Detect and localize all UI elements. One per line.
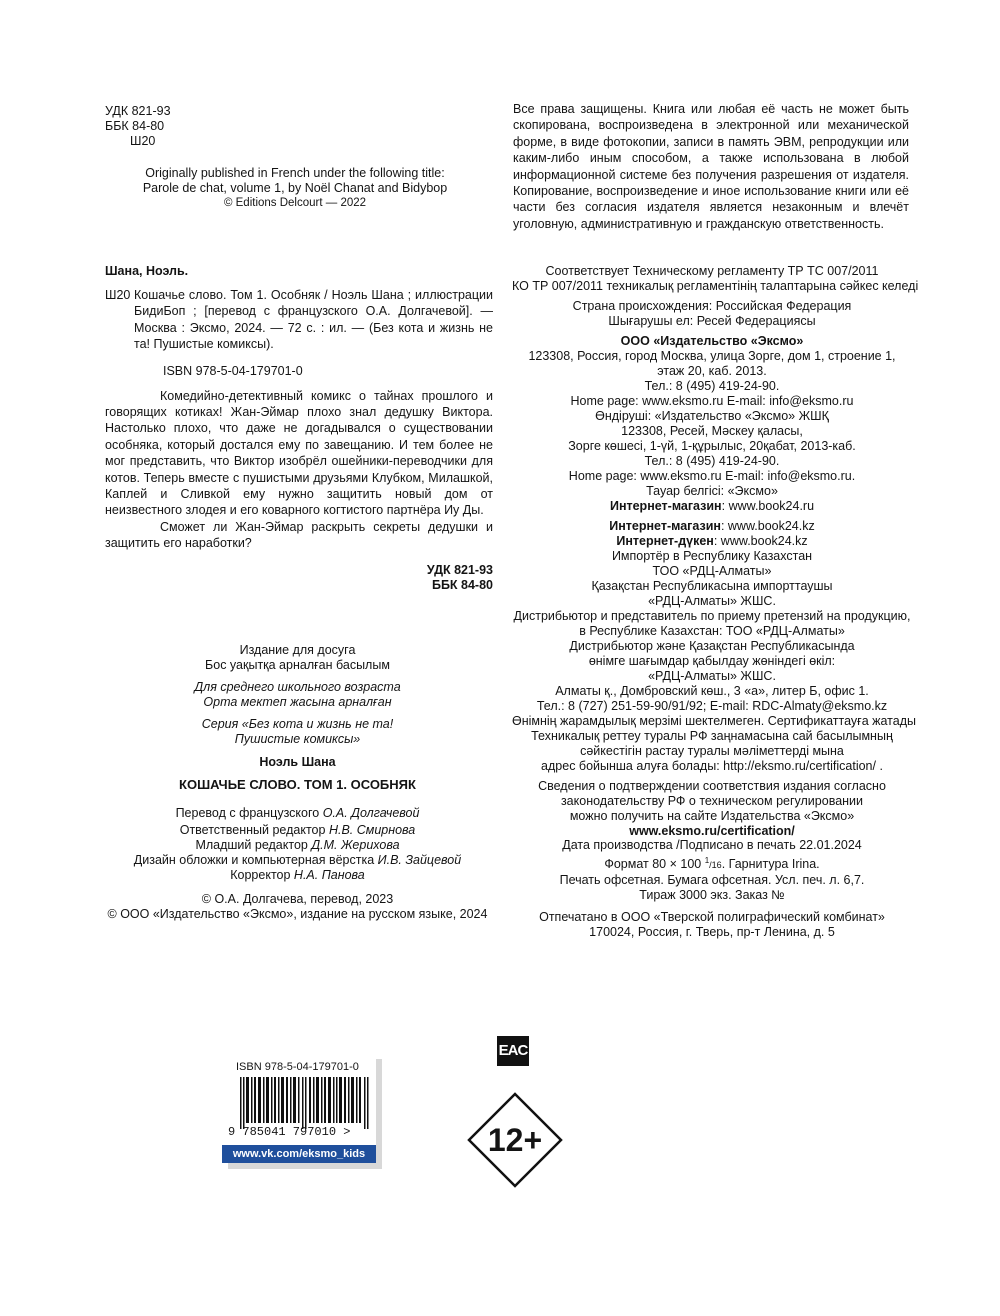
- production-run: Тираж 3000 экз. Заказ №: [639, 888, 785, 903]
- distributor-kz-2: өнімге шағымдар қабылдау жөніндегі өкіл:: [588, 654, 836, 668]
- book-title: КОШАЧЬЕ СЛОВО. ТОМ 1. ОСОБНЯК: [179, 777, 416, 792]
- leisure-ru: Издание для досуга: [239, 643, 356, 657]
- editor-credit: Ответственный редактор Н.В. Смирнова: [179, 823, 416, 837]
- distributor-ru-2: в Республике Казахстан: ТОО «РДЦ-Алматы»: [579, 624, 845, 638]
- cert-kz-2: сәйкестігін растау туралы мәліметтерді мына: [580, 744, 844, 758]
- cert-url: www.eksmo.ru/certification/: [629, 824, 795, 838]
- shop-kz-2: Интернет-дүкен: www.book24.kz: [616, 534, 808, 548]
- maker-kz-address-2: Зорге көшесі, 1-үй, 1-құрылыс, 20қабат, 2013-каб.: [568, 439, 856, 453]
- barcode-block: [222, 1053, 376, 1163]
- age-ru: Для среднего школьного возраста: [194, 680, 401, 694]
- importer-ru-name: ТОО «РДЦ-Алматы»: [652, 564, 772, 578]
- publisher-address-2: этаж 20, каб. 2013.: [657, 364, 767, 378]
- distributor-kz-3: «РДЦ-Алматы» ЖШС.: [648, 669, 776, 683]
- publisher-block: [512, 264, 919, 839]
- age-rating-label: 12+: [487, 1122, 543, 1158]
- cert-kz-1: Техникалық реттеу туралы РФ заңнамасына сай басылымның: [531, 729, 893, 743]
- maker-kz-address-1: 123308, Ресей, Мәскеу қаласы,: [621, 424, 803, 438]
- printer-address: 170024, Россия, г. Тверь, пр-т Ленина, д. 5: [589, 925, 835, 940]
- maker-kz-web: Home page: www.eksmo.ru E-mail: info@eksmo.ru.: [568, 469, 856, 483]
- importer-ru: Импортёр в Республику Казахстан: [611, 549, 813, 563]
- publisher-web: Home page: www.eksmo.ru E-mail: info@eksmo.ru: [570, 394, 854, 408]
- eac-mark-icon: EAC: [497, 1036, 529, 1066]
- proofreader-credit: Корректор Н.А. Панова: [230, 868, 365, 882]
- production-format: Формат 80 × 100 $^1$/16. Гарнитура Irina.: [604, 856, 820, 872]
- shop-kz: Интернет-магазин: www.book24.kz: [609, 519, 815, 533]
- trademark: Тауар белгісі: «Эксмо»: [646, 484, 778, 498]
- junior-editor-credit: Младший редактор Д.М. Жерихова: [195, 838, 400, 852]
- biblio-bbk: ББК 84-80: [431, 577, 493, 592]
- cert-ru-1: Сведения о подтверждении соответствия издания согласно: [538, 779, 886, 793]
- barcode-isbn: ISBN 978-5-04-179701-0: [236, 1061, 359, 1073]
- printer-name: Отпечатано в ООО «Тверской полиграфический комбинат»: [539, 910, 885, 925]
- original-publication: [100, 166, 490, 211]
- almaty-phone: Тел.: 8 (727) 251-59-90/91/92; E-mail: RDC-Almaty@eksmo.kz: [536, 699, 888, 713]
- age-rating-icon: [467, 1092, 563, 1188]
- copyright-publisher: © ООО «Издательство «Эксмо», издание на русском языке, 2024: [107, 907, 488, 921]
- tr-kz: КО ТР 007/2011 техникалық регламентінің талаптарына сәйкес келеді: [512, 279, 919, 293]
- origin-kz: Шығарушы ел: Ресей Федерациясы: [608, 314, 816, 328]
- importer-kz-name: «РДЦ-Алматы» ЖШС.: [648, 594, 776, 608]
- shop-ru: Интернет-магазин: www.book24.ru: [609, 499, 815, 513]
- cert-kz-3: адрес бойынша алуға болады: http://eksmo.ru/certification/ .: [541, 759, 883, 773]
- author-sign: Ш20: [130, 134, 156, 148]
- production-date: Дата производства /Подписано в печать 22.01.2024: [562, 838, 862, 852]
- validity-note: Өнімнің жарамдылық мерзімі шектелмеген. Сертификаттауға жатады: [512, 714, 916, 728]
- series-line-2: Пушистые комиксы»: [234, 732, 361, 746]
- catalog-codes: [105, 104, 171, 149]
- biblio-description: Кошачье слово. Том 1. Особняк / Ноэль Шана ; иллюстрации БидиБоп ; [перевод с французского О.А. Долгачевой]. — Москва : Эксмо, 2024. — 72 с. : ил. — (Без кота и жизнь не та! Пушистые комиксы).: [134, 288, 493, 352]
- age-kz: Орта мектеп жасына арналған: [203, 695, 392, 709]
- credits-block: [100, 643, 495, 922]
- biblio-isbn: ISBN 978-5-04-179701-0: [163, 363, 303, 378]
- importer-kz: Қазақстан Республикасына импорттаушы: [591, 579, 833, 593]
- cert-ru-2: законодательству РФ о техническом регулировании: [560, 794, 864, 808]
- original-line-2: Parole de chat, volume 1, by Noël Chanat and Bidybop: [142, 181, 448, 195]
- biblio-author: Шана, Ноэль.: [105, 264, 189, 278]
- design-credit: Дизайн обложки и компьютерная вёрстка И.В. Зайцевой: [133, 853, 462, 867]
- barcode-digits: 9 785041 797010 >: [228, 1125, 351, 1139]
- distributor-kz-1: Дистрибьютор және Қазақстан Республикасында: [569, 639, 855, 653]
- almaty-address: Алматы қ., Домбровский көш., 3 «а», литер Б, офис 1.: [555, 684, 869, 698]
- annotation-paragraph-1: Комедийно-детективный комикс о тайнах прошлого и говорящих котиках! Жан-Эймар плохо знал дедушку Виктора. Настолько плохо, что даже не догадывался о существовании особняка, который достался ему по завещанию. И тем более не мог представить, что Виктор изобрёл ошейники-переводчики для котов. Теперь вместе с пушистыми друзьями Клубком, Милашкой, Каплей и Сливкой ему нужно защитить новый дом от неизвестного злодея и его коварного когтистого партнёра Иу Ды.: [105, 388, 493, 518]
- copyright-translation: © О.А. Долгачева, перевод, 2023: [201, 892, 394, 906]
- cert-ru-3: можно получить на сайте Издательства «Эксмо»: [569, 809, 855, 823]
- bbk-code: ББК 84-80: [105, 119, 165, 133]
- annotation-paragraph-2: Сможет ли Жан-Эймар раскрыть секреты дедушки и защитить его наработки?: [105, 519, 493, 551]
- original-line-1: Originally published in French under the following title:: [145, 166, 445, 180]
- vk-link[interactable]: www.vk.com/eksmo_kids: [222, 1145, 376, 1163]
- production-print: Печать офсетная. Бумага офсетная. Усл. печ. л. 6,7.: [559, 873, 865, 888]
- production-info: [512, 838, 912, 940]
- origin-ru: Страна происхождения: Российская Федерация: [572, 299, 852, 313]
- maker-kz: Өндіруші: «Издательство «Эксмо» ЖШҚ: [595, 409, 829, 423]
- leisure-kz: Бос уақытқа арналған басылым: [205, 658, 390, 672]
- tr-ru: Соответствует Техническому регламенту ТР ТС 007/2011: [545, 264, 879, 278]
- publisher-name: ООО «Издательство «Эксмо»: [620, 334, 804, 348]
- bibliographic-entry: [105, 264, 493, 593]
- biblio-sign: Ш20: [105, 288, 131, 302]
- maker-kz-phone: Тел.: 8 (495) 419-24-90.: [644, 454, 780, 468]
- original-line-3: © Editions Delcourt — 2022: [223, 197, 367, 209]
- barcode-bars: [240, 1077, 370, 1129]
- publisher-address-1: 123308, Россия, город Москва, улица Зорге, дом 1, строение 1,: [528, 349, 896, 363]
- series-line-1: Серия «Без кота и жизнь не та!: [201, 717, 394, 731]
- udk-code: УДК 821-93: [105, 104, 171, 118]
- rights-notice: Все права защищены. Книга или любая её часть не может быть скопирована, воспроизведена в электронной или механической форме, в виде фотокопии, записи в память ЭВМ, репродукции или каким-либо иным способом, а также использована в любой информационной системе без получения разрешения от издателя. Копирование, воспроизведение и иное использование книги или её части без согласия издателя является незаконным и влечёт уголовную, административную и гражданскую ответственность.: [513, 102, 909, 231]
- publisher-phone: Тел.: 8 (495) 419-24-90.: [644, 379, 780, 393]
- translation-credit: Перевод с французского О.А. Долгачевой: [175, 806, 420, 820]
- book-author: Ноэль Шана: [259, 755, 336, 769]
- biblio-udk: УДК 821-93: [426, 562, 493, 577]
- distributor-ru-1: Дистрибьютор и представитель по приему претензий на продукцию,: [513, 609, 911, 623]
